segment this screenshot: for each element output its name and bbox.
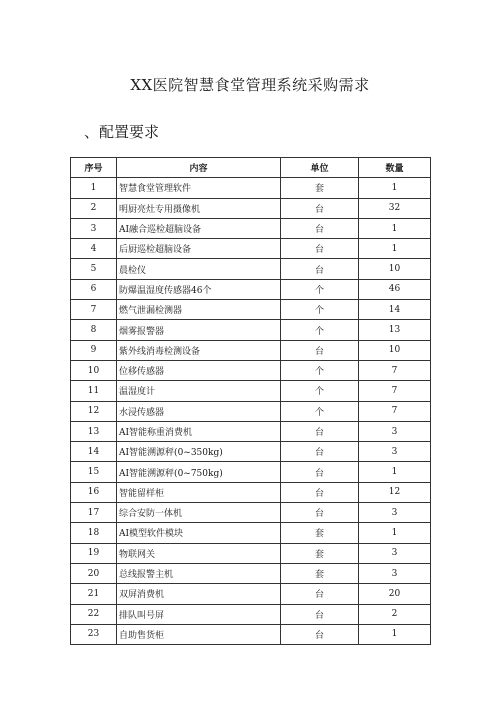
cell-index: 5 — [71, 259, 117, 279]
cell-unit: 个 — [281, 279, 359, 299]
cell-unit: 台 — [281, 340, 359, 360]
cell-quantity: 20 — [359, 584, 431, 604]
cell-index: 14 — [71, 442, 117, 462]
cell-index: 23 — [71, 624, 117, 644]
cell-unit: 套 — [281, 563, 359, 583]
cell-quantity: 1 — [359, 178, 431, 198]
cell-unit: 台 — [281, 462, 359, 482]
cell-name: AI智能称重消费机 — [117, 421, 281, 441]
table-row — [71, 279, 431, 299]
table-row — [71, 360, 431, 380]
cell-quantity: 10 — [359, 259, 431, 279]
cell-name: 综合安防一体机 — [117, 503, 281, 523]
table-row — [71, 218, 431, 238]
cell-quantity: 1 — [359, 218, 431, 238]
cell-unit: 台 — [281, 239, 359, 259]
cell-index: 19 — [71, 543, 117, 563]
cell-quantity: 32 — [359, 198, 431, 218]
cell-quantity: 12 — [359, 482, 431, 502]
cell-quantity: 7 — [359, 401, 431, 421]
cell-unit: 台 — [281, 198, 359, 218]
cell-unit: 套 — [281, 523, 359, 543]
header-index: 序号 — [71, 158, 117, 178]
cell-index: 3 — [71, 218, 117, 238]
cell-unit: 台 — [281, 503, 359, 523]
cell-quantity: 2 — [359, 604, 431, 624]
table-row — [71, 381, 431, 401]
header-name: 内容 — [117, 158, 281, 178]
cell-name: AI融合巡检超脑设备 — [117, 218, 281, 238]
table-row — [71, 239, 431, 259]
cell-unit: 套 — [281, 543, 359, 563]
cell-index: 17 — [71, 503, 117, 523]
table-row — [71, 442, 431, 462]
table-row — [71, 543, 431, 563]
cell-unit: 套 — [281, 178, 359, 198]
cell-index: 1 — [71, 178, 117, 198]
cell-quantity: 3 — [359, 442, 431, 462]
cell-index: 21 — [71, 584, 117, 604]
cell-name: 晨检仪 — [117, 259, 281, 279]
cell-unit: 台 — [281, 482, 359, 502]
cell-quantity: 7 — [359, 360, 431, 380]
cell-name: 位移传感器 — [117, 360, 281, 380]
cell-unit: 台 — [281, 421, 359, 441]
table-row — [71, 300, 431, 320]
cell-name: 紫外线消毒检测设备 — [117, 340, 281, 360]
cell-index: 20 — [71, 563, 117, 583]
cell-name: AI智能溯源秤(0~350kg) — [117, 442, 281, 462]
table-row — [71, 259, 431, 279]
cell-quantity: 14 — [359, 300, 431, 320]
cell-quantity: 46 — [359, 279, 431, 299]
table-row — [71, 421, 431, 441]
cell-index: 4 — [71, 239, 117, 259]
cell-name: 燃气泄漏检测器 — [117, 300, 281, 320]
cell-index: 6 — [71, 279, 117, 299]
table-row — [71, 462, 431, 482]
cell-index: 16 — [71, 482, 117, 502]
cell-quantity: 7 — [359, 381, 431, 401]
cell-name: 自助售货柜 — [117, 624, 281, 644]
cell-index: 9 — [71, 340, 117, 360]
cell-quantity: 3 — [359, 421, 431, 441]
cell-unit: 个 — [281, 320, 359, 340]
cell-quantity: 1 — [359, 239, 431, 259]
document-title: XX医院智慧食堂管理系统采购需求 — [130, 76, 370, 94]
cell-name: AI智能溯源秤(0~750kg) — [117, 462, 281, 482]
cell-unit: 个 — [281, 300, 359, 320]
cell-name: 后厨巡检超脑设备 — [117, 239, 281, 259]
cell-unit: 台 — [281, 584, 359, 604]
section-heading: 、配置要求 — [84, 123, 160, 141]
cell-quantity: 3 — [359, 563, 431, 583]
cell-name: 总线报警主机 — [117, 563, 281, 583]
cell-unit: 个 — [281, 381, 359, 401]
cell-name: 温湿度计 — [117, 381, 281, 401]
cell-index: 11 — [71, 381, 117, 401]
table-row — [71, 340, 431, 360]
cell-unit: 台 — [281, 624, 359, 644]
table-body — [71, 178, 431, 645]
cell-quantity: 3 — [359, 543, 431, 563]
cell-name: AI模型软件模块 — [117, 523, 281, 543]
cell-index: 8 — [71, 320, 117, 340]
cell-index: 12 — [71, 401, 117, 421]
table-row — [71, 563, 431, 583]
cell-unit: 台 — [281, 259, 359, 279]
cell-name: 烟雾报警器 — [117, 320, 281, 340]
table-row — [71, 503, 431, 523]
table-row — [71, 624, 431, 644]
requirements-table — [70, 157, 431, 645]
cell-name: 排队叫号屏 — [117, 604, 281, 624]
table-row — [71, 198, 431, 218]
table-row — [71, 178, 431, 198]
table-row — [71, 584, 431, 604]
cell-name: 智能留样柜 — [117, 482, 281, 502]
cell-index: 13 — [71, 421, 117, 441]
cell-unit: 个 — [281, 360, 359, 380]
cell-quantity: 13 — [359, 320, 431, 340]
cell-name: 物联网关 — [117, 543, 281, 563]
table-row — [71, 320, 431, 340]
cell-name: 水浸传感器 — [117, 401, 281, 421]
cell-quantity: 10 — [359, 340, 431, 360]
cell-index: 2 — [71, 198, 117, 218]
cell-unit: 台 — [281, 604, 359, 624]
cell-index: 18 — [71, 523, 117, 543]
cell-name: 防爆温湿度传感器46个 — [117, 279, 281, 299]
cell-index: 10 — [71, 360, 117, 380]
cell-quantity: 1 — [359, 523, 431, 543]
cell-index: 22 — [71, 604, 117, 624]
cell-unit: 个 — [281, 401, 359, 421]
table-row — [71, 523, 431, 543]
cell-unit: 台 — [281, 218, 359, 238]
cell-index: 15 — [71, 462, 117, 482]
header-quantity: 数量 — [359, 158, 431, 178]
table-row — [71, 482, 431, 502]
table-row — [71, 401, 431, 421]
cell-quantity: 1 — [359, 462, 431, 482]
cell-index: 7 — [71, 300, 117, 320]
header-unit: 单位 — [281, 158, 359, 178]
table-header-row — [71, 158, 431, 178]
cell-name: 智慧食堂管理软件 — [117, 178, 281, 198]
table-row — [71, 604, 431, 624]
cell-name: 双屏消费机 — [117, 584, 281, 604]
cell-quantity: 1 — [359, 624, 431, 644]
cell-name: 明厨亮灶专用摄像机 — [117, 198, 281, 218]
cell-quantity: 3 — [359, 503, 431, 523]
cell-unit: 台 — [281, 442, 359, 462]
